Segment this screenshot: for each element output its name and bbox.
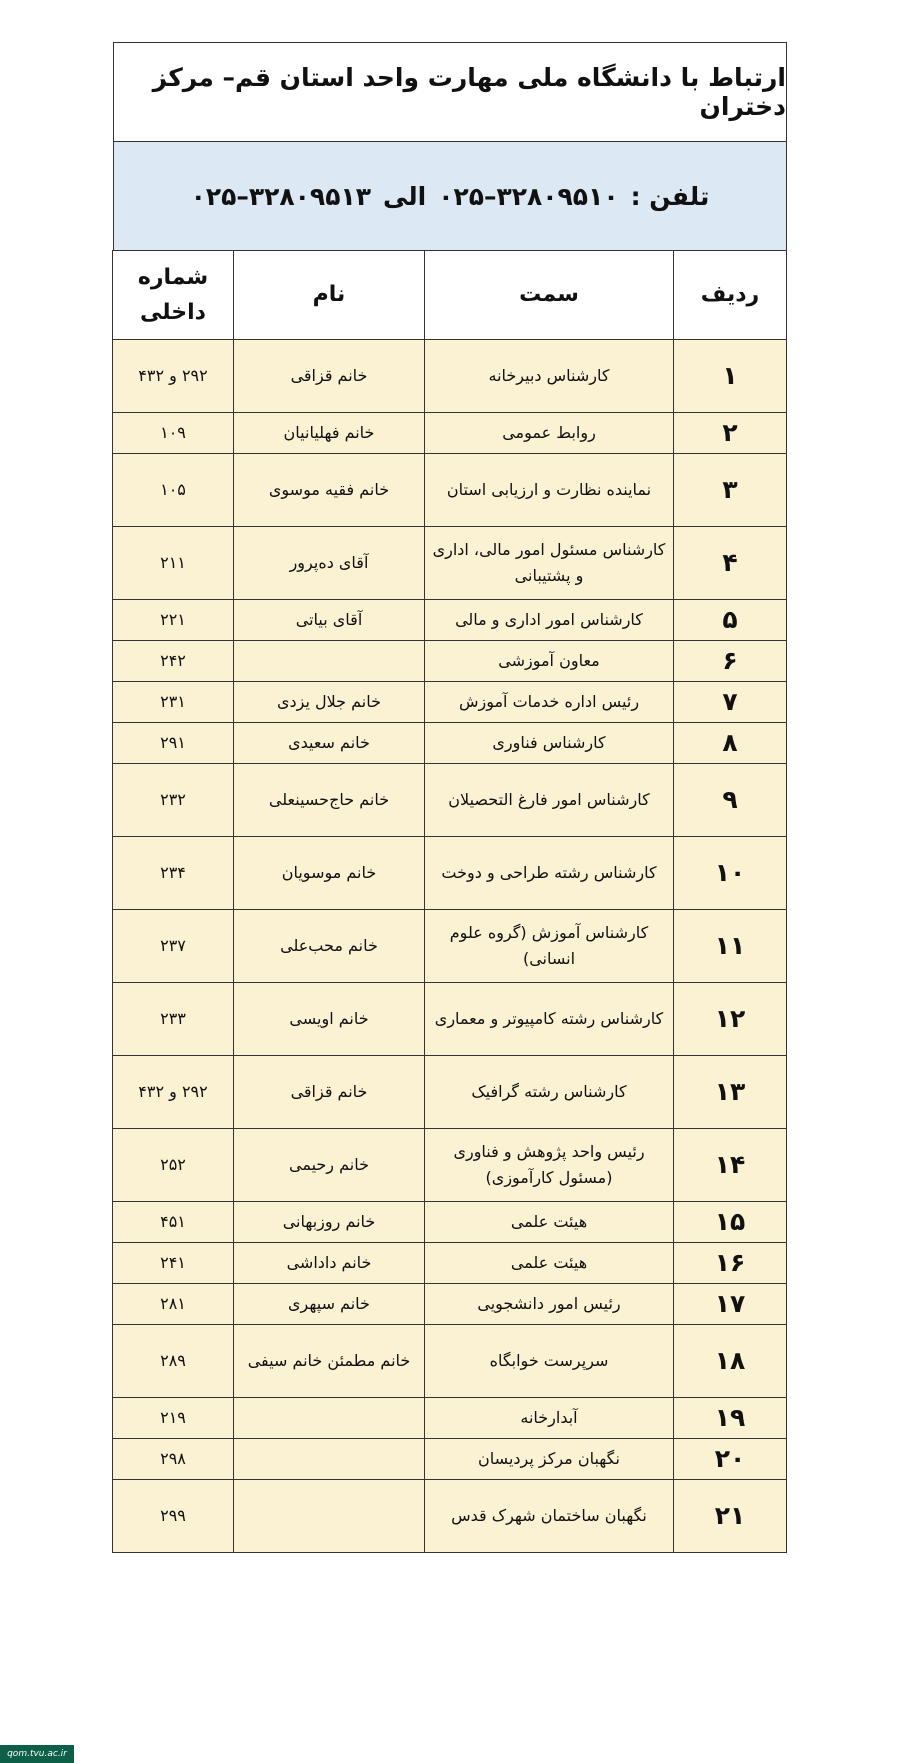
row-number: ۱۱ [674, 910, 787, 983]
row-name: خانم داداشی [234, 1243, 425, 1284]
row-number: ۸ [674, 723, 787, 764]
row-position: روابط عمومی [425, 413, 674, 454]
header-name: نام [234, 251, 425, 340]
row-extension: ۲۳۱ [113, 682, 234, 723]
phone-range-end: ۰۲۵–۳۲۸۰۹۵۱۳ [190, 181, 371, 211]
row-extension: ۲۹۸ [113, 1439, 234, 1480]
row-number: ۷ [674, 682, 787, 723]
site-url-badge: qom.tvu.ac.ir [0, 1745, 74, 1763]
row-name: خانم قزاقی [234, 1056, 425, 1129]
row-number: ۱۶ [674, 1243, 787, 1284]
row-position: سرپرست خوابگاه [425, 1325, 674, 1398]
table-row [113, 837, 787, 910]
row-position: کارشناس فناوری [425, 723, 674, 764]
table-row [113, 1439, 787, 1480]
table-row [113, 1243, 787, 1284]
phone-range-start: ۰۲۵–۳۲۸۰۹۵۱۰ [438, 181, 619, 211]
row-name: خانم روزبهانی [234, 1202, 425, 1243]
row-name: خانم محب‌علی [234, 910, 425, 983]
row-extension: ۲۴۱ [113, 1243, 234, 1284]
row-number: ۲ [674, 413, 787, 454]
row-position: کارشناس امور فارغ التحصیلان [425, 764, 674, 837]
table-row [113, 764, 787, 837]
row-extension: ۴۵۱ [113, 1202, 234, 1243]
row-position: کارشناس رشته گرافیک [425, 1056, 674, 1129]
row-position: کارشناس مسئول امور مالی، اداری و پشتیبانی [425, 527, 674, 600]
row-extension: ۲۲۱ [113, 600, 234, 641]
table-row [113, 340, 787, 413]
phone-label: تلفن : [630, 181, 710, 211]
row-number: ۱۹ [674, 1398, 787, 1439]
row-extension: ۲۸۹ [113, 1325, 234, 1398]
row-name: خانم فهلیانیان [234, 413, 425, 454]
table-row [113, 600, 787, 641]
table-header-row [113, 251, 787, 340]
row-extension: ۱۰۹ [113, 413, 234, 454]
row-extension: ۲۱۹ [113, 1398, 234, 1439]
table-row [113, 1284, 787, 1325]
header-extension: شماره داخلی [113, 251, 234, 340]
table-row [113, 1056, 787, 1129]
row-number: ۱ [674, 340, 787, 413]
row-number: ۲۰ [674, 1439, 787, 1480]
row-extension: ۲۵۲ [113, 1129, 234, 1202]
row-position: نماینده نظارت و ارزیابی استان [425, 454, 674, 527]
row-name: آقای ده‌پرور [234, 527, 425, 600]
row-extension: ۲۸۱ [113, 1284, 234, 1325]
table-row [113, 682, 787, 723]
table-row [113, 723, 787, 764]
row-position: کارشناس امور اداری و مالی [425, 600, 674, 641]
table-row [113, 413, 787, 454]
row-position: هیئت علمی [425, 1202, 674, 1243]
row-position: رئیس اداره خدمات آموزش [425, 682, 674, 723]
row-position: نگهبان ساختمان شهرک قدس [425, 1480, 674, 1553]
row-name: خانم سپهری [234, 1284, 425, 1325]
row-extension: ۲۹۱ [113, 723, 234, 764]
row-name [234, 1439, 425, 1480]
table-row [113, 527, 787, 600]
row-name: خانم حاج‌حسینعلی [234, 764, 425, 837]
row-position: هیئت علمی [425, 1243, 674, 1284]
row-name: خانم موسویان [234, 837, 425, 910]
row-number: ۶ [674, 641, 787, 682]
table-row [113, 454, 787, 527]
row-number: ۱۳ [674, 1056, 787, 1129]
row-extension: ۲۹۲ و ۴۳۲ [113, 340, 234, 413]
table-body [113, 340, 787, 1553]
page-title: ارتباط با دانشگاه ملی مهارت واحد استان قم– مرکز دختران [113, 42, 787, 141]
row-number: ۱۸ [674, 1325, 787, 1398]
row-name: خانم جلال یزدی [234, 682, 425, 723]
row-extension: ۲۳۴ [113, 837, 234, 910]
table-row [113, 1129, 787, 1202]
row-name: خانم رحیمی [234, 1129, 425, 1202]
table-row [113, 910, 787, 983]
row-position: کارشناس رشته کامپیوتر و معماری [425, 983, 674, 1056]
row-name: خانم اویسی [234, 983, 425, 1056]
row-name: خانم قزاقی [234, 340, 425, 413]
row-name [234, 1398, 425, 1439]
row-number: ۱۰ [674, 837, 787, 910]
row-position: کارشناس رشته طراحی و دوخت [425, 837, 674, 910]
row-name: خانم مطمئن خانم سیفی [234, 1325, 425, 1398]
phone-banner [113, 141, 787, 250]
row-position: آبدارخانه [425, 1398, 674, 1439]
row-extension: ۲۳۳ [113, 983, 234, 1056]
row-extension: ۱۰۵ [113, 454, 234, 527]
row-extension: ۲۱۱ [113, 527, 234, 600]
table-row [113, 1398, 787, 1439]
row-extension: ۲۳۷ [113, 910, 234, 983]
row-number: ۵ [674, 600, 787, 641]
row-name [234, 641, 425, 682]
row-number: ۱۲ [674, 983, 787, 1056]
row-name: آقای بیاتی [234, 600, 425, 641]
table-row [113, 1480, 787, 1553]
phone-range-word: الی [382, 181, 427, 211]
row-name [234, 1480, 425, 1553]
table-row [113, 983, 787, 1056]
table-row [113, 641, 787, 682]
table-row [113, 1325, 787, 1398]
contacts-table [112, 250, 787, 1553]
row-position: کارشناس آموزش (گروه علوم انسانی) [425, 910, 674, 983]
row-position: رئیس واحد پژوهش و فناوری (مسئول کارآموزی) [425, 1129, 674, 1202]
row-number: ۳ [674, 454, 787, 527]
row-extension: ۲۳۲ [113, 764, 234, 837]
row-number: ۲۱ [674, 1480, 787, 1553]
table-row [113, 1202, 787, 1243]
row-extension: ۲۴۲ [113, 641, 234, 682]
row-position: نگهبان مرکز پردیسان [425, 1439, 674, 1480]
row-position: رئیس امور دانشجویی [425, 1284, 674, 1325]
row-extension: ۲۹۹ [113, 1480, 234, 1553]
row-extension: ۲۹۲ و ۴۳۲ [113, 1056, 234, 1129]
header-position: سمت [425, 251, 674, 340]
row-name: خانم سعیدی [234, 723, 425, 764]
header-row-number: ردیف [674, 251, 787, 340]
row-position: معاون آموزشی [425, 641, 674, 682]
row-position: کارشناس دبیرخانه [425, 340, 674, 413]
row-number: ۱۷ [674, 1284, 787, 1325]
row-number: ۹ [674, 764, 787, 837]
contact-sheet [113, 42, 787, 1553]
row-number: ۴ [674, 527, 787, 600]
row-number: ۱۵ [674, 1202, 787, 1243]
row-name: خانم فقیه موسوی [234, 454, 425, 527]
row-number: ۱۴ [674, 1129, 787, 1202]
